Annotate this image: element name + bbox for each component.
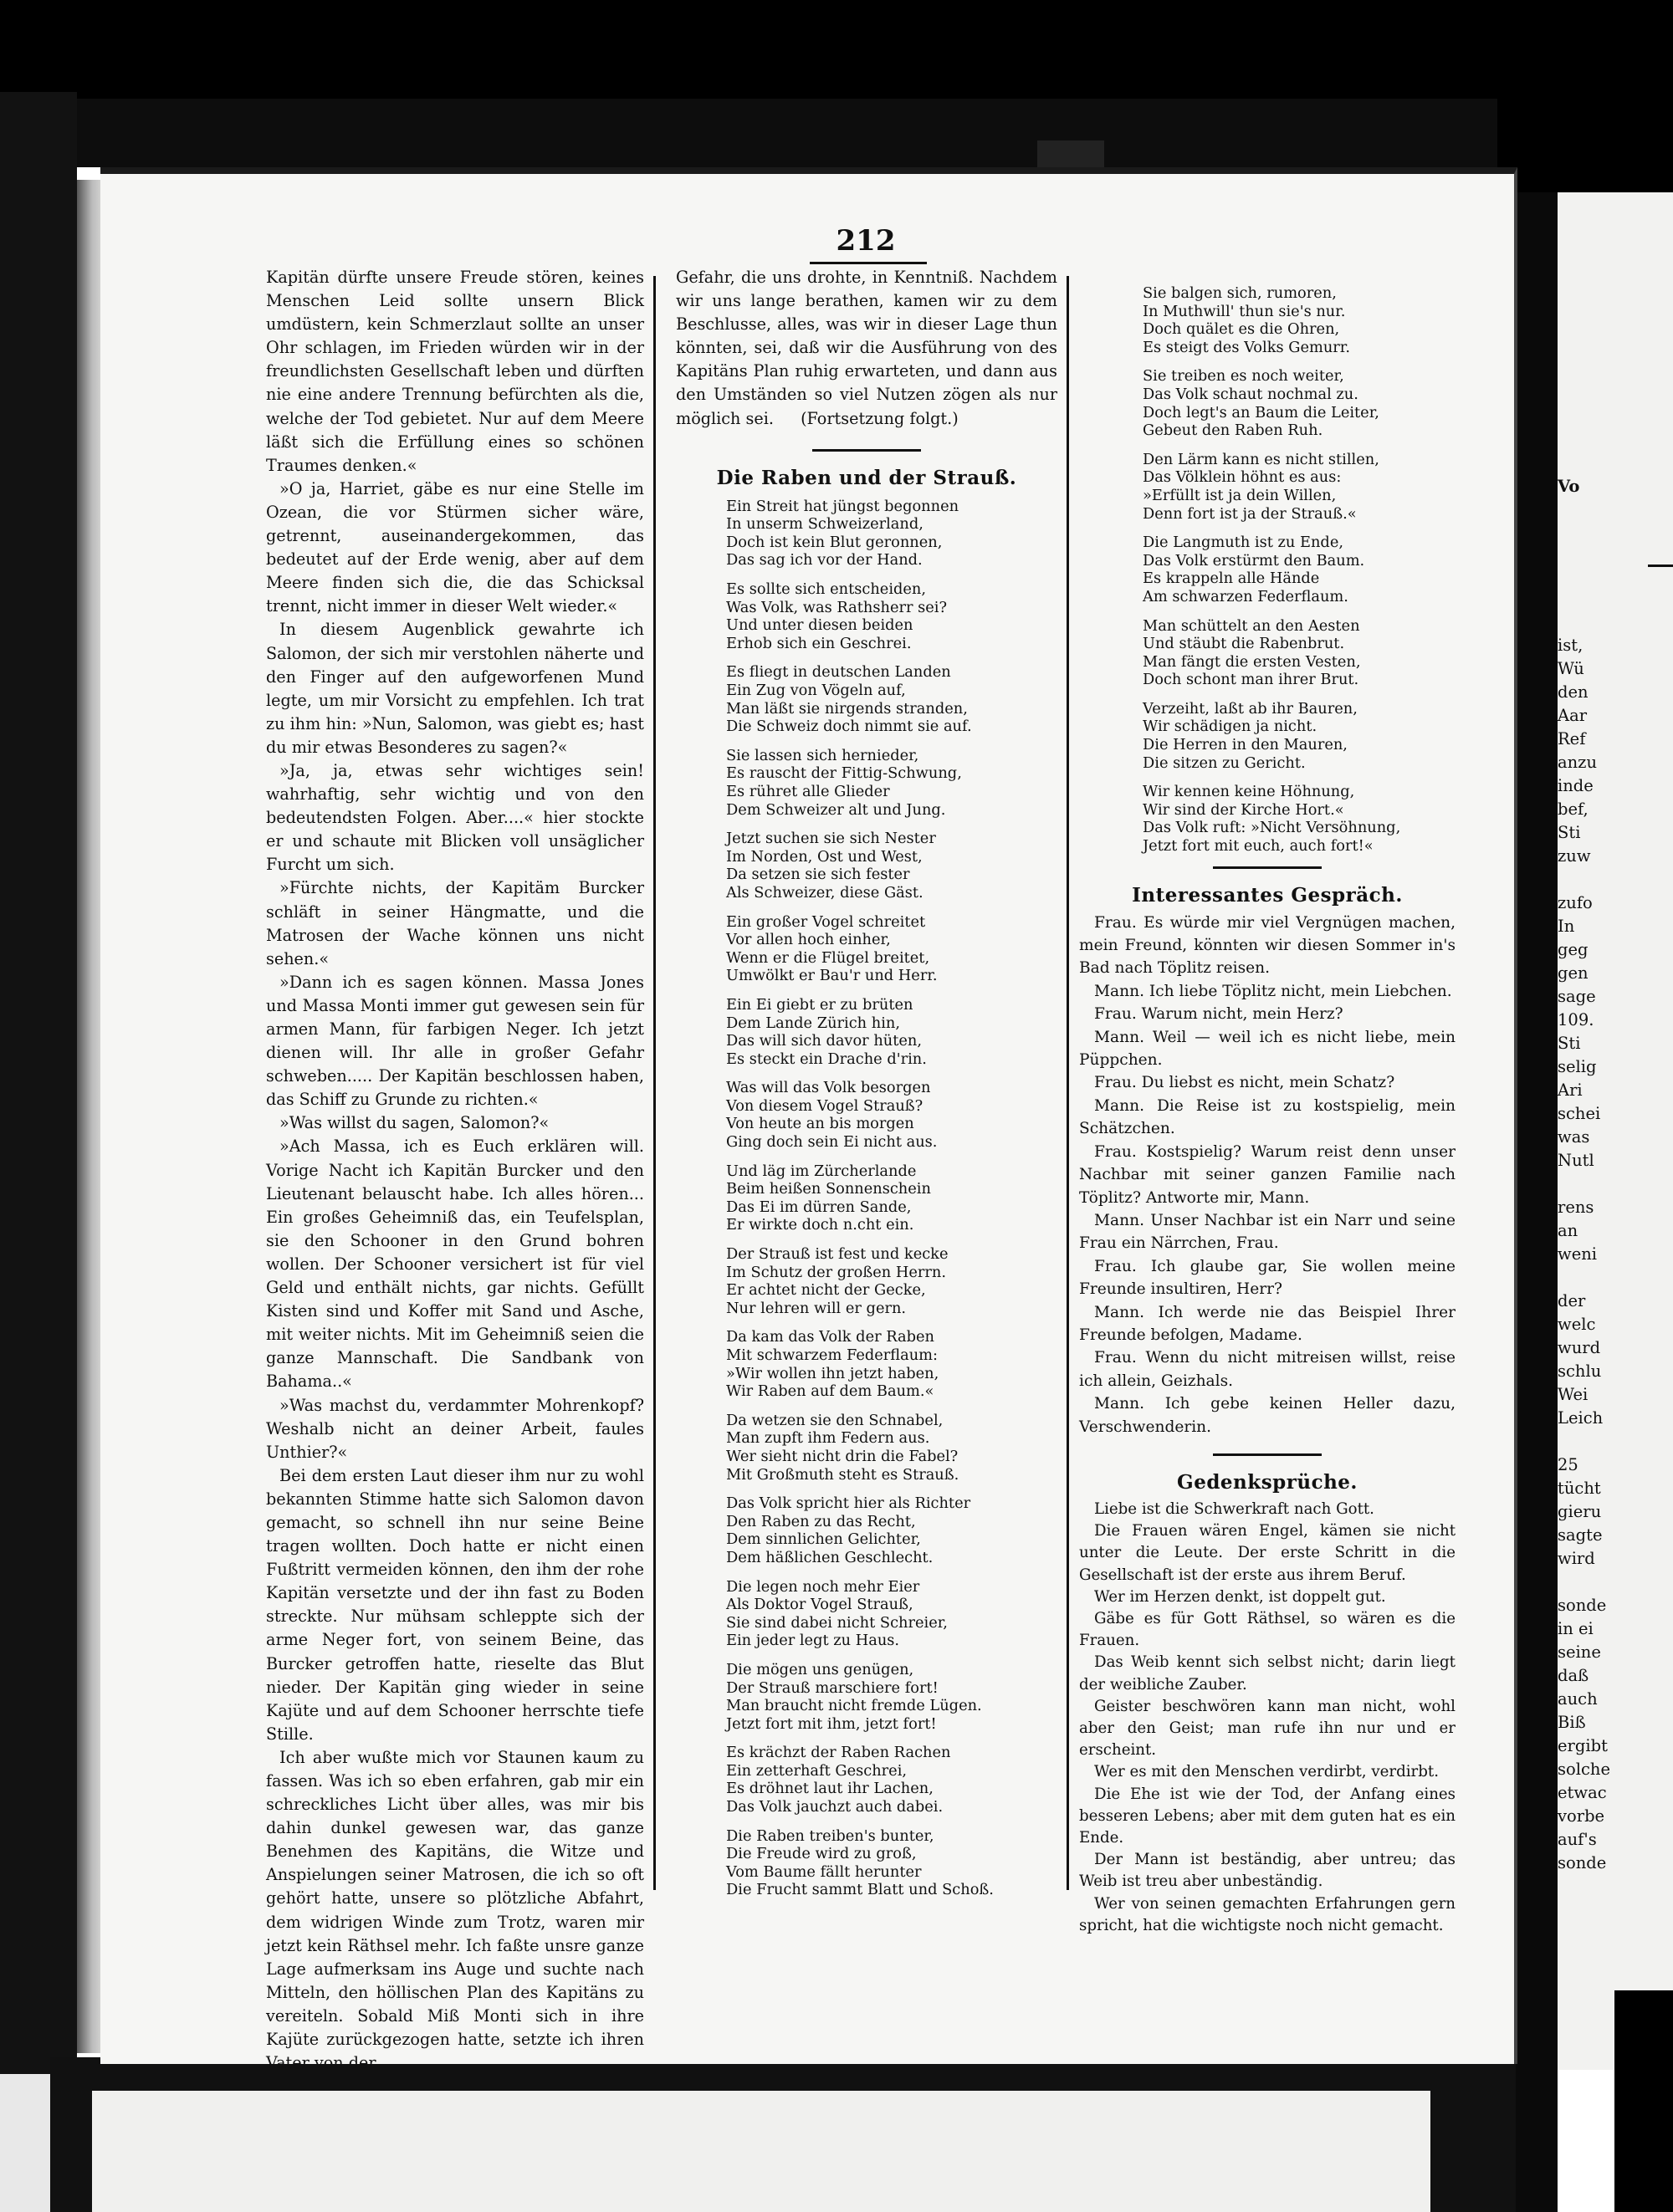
fragment: Wei [1558, 1385, 1589, 1404]
poem-line: Das Ei im dürren Sande, [726, 1198, 912, 1216]
poem-line: Ein großer Vogel schreitet [726, 912, 926, 931]
fragment: den [1558, 682, 1589, 702]
poem-line: Wir schädigen ja nicht. [1143, 718, 1317, 736]
poem-line: Wer sieht nicht drin die Fabel? [726, 1447, 959, 1465]
poem-stanza [726, 1494, 1057, 1566]
dialog-line: Mann. Ich liebe Töplitz nicht, mein Liebchen. [1094, 982, 1452, 1000]
poem-line: Vom Baume fällt herunter [726, 1862, 922, 1881]
column-3 [1079, 284, 1456, 1937]
fragment: Nutl [1558, 1151, 1594, 1170]
poem-line: Das will sich davor hüten, [726, 1032, 923, 1050]
poem-title: Die Raben und der Strauß. [716, 466, 1017, 489]
fragment: auf's [1558, 1830, 1597, 1849]
poem-stanza [726, 1328, 1057, 1400]
paragraph: »Fürchte nichts, der Kapitäm Burcker schläft in seiner Hängmatte, und die Matrosen der Wache können uns nicht sehen.« [266, 878, 644, 968]
scan-border-bottom-light [92, 2091, 1430, 2212]
saying: Liebe ist die Schwerkraft nach Gott. [1094, 1499, 1374, 1518]
poem-line: Man schüttelt an den Aesten [1143, 616, 1360, 635]
poem-line: »Erfüllt ist ja dein Willen, [1143, 486, 1337, 504]
poem-line: Im Norden, Ost und West, [726, 847, 923, 866]
poem-line: Von diesem Vogel Strauß? [726, 1096, 923, 1115]
poem-line: Den Raben zu das Recht, [726, 1512, 916, 1530]
poem-line: Jetzt fort mit ihm, jetzt fort! [726, 1714, 937, 1733]
scan-corner-top-right [1497, 0, 1673, 192]
fragment: In [1558, 917, 1575, 936]
poem-raben-continued [1079, 284, 1456, 856]
saying: Das Weib kennt sich selbst nicht; darin liegt der weibliche Zauber. [1079, 1653, 1456, 1693]
poem-line: Als Doktor Vogel Strauß, [726, 1596, 913, 1614]
section-rule [812, 449, 921, 452]
poem-line: Das Volk spricht hier als Richter [726, 1494, 971, 1513]
poem-stanza [1143, 367, 1456, 439]
fragment: welc [1558, 1315, 1596, 1334]
poem-line: Und läg im Zürcherlande [726, 1162, 917, 1180]
fragment: solche [1558, 1760, 1611, 1779]
fragment: 25 [1558, 1455, 1578, 1474]
poem-line: Da setzen sie sich fester [726, 866, 910, 884]
fragment: anzu [1558, 753, 1598, 772]
poem-line: Es rühret alle Glieder [726, 782, 890, 800]
poem-line: Man braucht nicht fremde Lügen. [726, 1697, 982, 1715]
poem-line: Mit schwarzem Federflaum: [726, 1346, 939, 1364]
next-page-column [1558, 634, 1673, 1875]
poem-line: Jetzt fort mit euch, auch fort!« [1143, 837, 1374, 856]
poem-line: Das Volk jauchzt auch dabei. [726, 1798, 944, 1816]
poem-line: Es steckt ein Drache d'rin. [726, 1050, 927, 1068]
poem-line: Was will das Volk besorgen [726, 1079, 931, 1097]
poem-raben [676, 498, 1057, 1899]
poem-line: Das Völklein höhnt es aus: [1143, 468, 1342, 487]
fragment: was [1558, 1127, 1590, 1147]
fragment: geg [1558, 940, 1589, 959]
poem-stanza [726, 1079, 1057, 1151]
fragment: Leich [1558, 1408, 1604, 1428]
poem-line: Da kam das Volk der Raben [726, 1328, 934, 1346]
poem-stanza [726, 1162, 1057, 1234]
dialog-line: Mann. Unser Nachbar ist ein Narr und seine Frau ein Närrchen, Frau. [1079, 1211, 1456, 1253]
poem-line: Das sag ich vor der Hand. [726, 551, 923, 570]
poem-line: Als Schweizer, diese Gäst. [726, 883, 923, 902]
dialog-text [1079, 912, 1456, 1438]
poem-line: Ein zetterhaft Geschrei, [726, 1761, 908, 1780]
poem-line: Die Raben treiben's bunter, [726, 1826, 934, 1845]
fragment: 109. [1558, 1010, 1594, 1029]
fragment: Sti [1558, 1034, 1581, 1053]
poem-line: Erhob sich ein Geschrei. [726, 634, 912, 652]
poem-line: Von heute an bis morgen [726, 1115, 914, 1133]
poem-line: Es krappeln alle Hände [1143, 570, 1320, 588]
fragment: der [1558, 1291, 1586, 1310]
poem-line: Die Schweiz doch nimmt sie auf. [726, 718, 972, 736]
fragment: Ari [1558, 1080, 1583, 1100]
fragment: Aar [1558, 706, 1588, 725]
fragment: seine [1558, 1642, 1601, 1662]
poem-stanza [726, 1661, 1057, 1733]
poem-stanza [726, 1744, 1057, 1816]
fragment: schlu [1558, 1361, 1602, 1381]
fragment: etwac [1558, 1783, 1607, 1802]
poem-line: Nur lehren will er gern. [726, 1299, 907, 1317]
poem-line: Man läßt sie nirgends stranden, [726, 699, 968, 718]
fragment: an [1558, 1221, 1578, 1240]
poem-line: In unserm Schweizerland, [726, 515, 923, 534]
dialog-line: Frau. Ich glaube gar, Sie wollen meine Freunde insultiren, Herr? [1079, 1257, 1456, 1299]
fragment: sonde [1558, 1596, 1607, 1615]
fragment: zufo [1558, 893, 1593, 912]
poem-stanza [1143, 700, 1456, 772]
fragment: Sti [1558, 823, 1581, 842]
poem-line: Es steigt des Volks Gemurr. [1143, 338, 1350, 356]
poem-stanza [1143, 534, 1456, 605]
paragraph: »Dann ich es sagen können. Massa Jones und Massa Monti immer gut gewesen sein für armen Mann, für farbigen Neger. Ich jetzt dienen will. Ihr alle in großer Gefahr schweben..... Der Kapitän beschlossen haben, das Schiff zu Grunde zu richten.« [266, 972, 644, 1110]
paragraph: Ich aber wußte mich vor Staunen kaum zu fassen. Was ich so eben erfahren, gab mir ein schreckliches Licht über alles, was mir bis dahin dunkel gewesen war, das ganze Benehmen des Kapitäns, die Witze und Anspielungen seiner Matrosen, die ich so oft gehört hatte, unsere so plötzliche Abfahrt, dem widrigen Winde zum Trotz, waren mir jetzt kein Räthsel mehr. Ich faßte unsre ganze Lage aufmerksam ins Auge und suchte nach Mitteln, den höllischen Plan des Kapitäns zu vereiteln. Sobald Miß Monti sich in ihre Kajüte zurückgezogen hatte, setzte ich ihren Vater von der [266, 1747, 644, 2073]
poem-line: Der Strauß ist fest und kecke [726, 1245, 949, 1264]
dialog-line: Frau. Es würde mir viel Vergnügen machen, mein Freund, könnten wir diesen Sommer in's Bad nach Töplitz reisen. [1079, 913, 1456, 978]
fragment-gap [1558, 1172, 1673, 1196]
poem-line: Die Langmuth ist zu Ende, [1143, 534, 1343, 552]
dialog-title: Interessantes Gespräch. [1132, 883, 1403, 907]
poem-stanza [726, 663, 1057, 735]
poem-line: Er wirkte doch n.cht ein. [726, 1216, 914, 1234]
fragment: bef, [1558, 799, 1589, 819]
poem-line: Doch quälet es die Ohren, [1143, 320, 1340, 339]
scan-border-top-band [33, 99, 1522, 167]
fragment: in ei [1558, 1619, 1594, 1638]
poem-line: Sie treiben es noch weiter, [1143, 367, 1344, 386]
fragment-gap [1558, 1430, 1673, 1453]
poem-line: Das Volk ruft: »Nicht Versöhnung, [1143, 819, 1401, 837]
poem-stanza [726, 580, 1057, 652]
continuation-text: Gefahr, die uns drohte, in Kenntniß. Nachdem wir uns lange berathen, kamen wir zu dem Beschlusse, alles, was wir in dieser Lage thun könnten, sei, daß wir die Ausführung von des Kapitäns Plan ruhig erwarteten, und dann aus den Umständen so viel Nutzen zögen als nur möglich sei. [676, 268, 1057, 428]
fragment-gap [1558, 1571, 1673, 1594]
poem-line: Man fängt die ersten Vesten, [1143, 652, 1361, 671]
paragraph: »Ach Massa, ich es Euch erklären will. Vorige Nacht ich Kapitän Burcker und den Lieutenant belauscht habe. Ich alles hören... Ein großes Geheimniß das, ein Teufelsplan, sie den Schooner in den Grund bohren wollen. Der Schooner versichert ist für viel Geld und enthält nichts, gar nichts. Gefüllt Kisten sind und Koffer mit Sand und Asche, mit weiter nichts. Mit im Geheimniß seien die ganze Mannschaft. Die Sandbank von Bahama..« [266, 1137, 644, 1392]
next-page-rule [1648, 564, 1673, 567]
fragment: daß [1558, 1666, 1589, 1685]
poem-stanza [726, 747, 1057, 819]
fragment: Biß [1558, 1713, 1586, 1732]
poem-line: Ein Zug von Vögeln auf, [726, 682, 906, 699]
dialog-line: Mann. Ich gebe keinen Heller dazu, Verschwenderin. [1079, 1395, 1456, 1436]
scan-corner-bottom-right [1614, 1990, 1673, 2212]
poem-line: Am schwarzen Federflaum. [1143, 587, 1348, 605]
scan-border-top [0, 0, 1673, 100]
fragment: Vo [1558, 477, 1580, 496]
poem-line: Es rauscht der Fittig-Schwung, [726, 764, 962, 783]
poem-stanza [1143, 617, 1456, 689]
saying: Der Mann ist beständig, aber untreu; das Weib ist treu aber unbeständig. [1079, 1851, 1456, 1891]
fragment: rens [1558, 1198, 1594, 1217]
poem-line: Dem Schweizer alt und Jung. [726, 800, 946, 819]
poem-line: Sie lassen sich hernieder, [726, 746, 919, 764]
poem-line: Den Lärm kann es nicht stillen, [1143, 450, 1379, 468]
poem-stanza [726, 913, 1057, 985]
poem-line: Es krächzt der Raben Rachen [726, 1744, 951, 1762]
sayings-title: Gedenksprüche. [1177, 1470, 1358, 1494]
poem-line: Was Volk, was Rathsherr sei? [726, 598, 947, 616]
fragment: auch [1558, 1689, 1598, 1709]
poem-line: Gebeut den Raben Ruh. [1143, 421, 1323, 440]
poem-line: Ging doch sein Ei nicht aus. [726, 1133, 938, 1152]
section-rule [1213, 1453, 1322, 1456]
poem-stanza [726, 1827, 1057, 1899]
poem-line: Der Strauß marschiere fort! [726, 1678, 939, 1697]
poem-line: Dem häßlichen Geschlecht. [726, 1548, 934, 1566]
fragment: sonde [1558, 1853, 1607, 1872]
column-1 [266, 266, 644, 2075]
paragraph: »Ja, ja, etwas sehr wichtiges sein! wahrhaftig, sehr wichtig und von den bedeutendsten Folgen. Aber....« hier stockte er und schaute mit Blicken voll unsäglicher Furcht um sich. [266, 760, 644, 875]
fragment: ist, [1558, 636, 1583, 655]
story-continuation [266, 266, 644, 2075]
poem-line: Dem Lande Zürich hin, [726, 1014, 901, 1032]
poem-line: Das Volk schaut nochmal zu. [1143, 385, 1358, 403]
poem-line: Doch ist kein Blut geronnen, [726, 533, 943, 551]
poem-line: Vor allen hoch einher, [726, 931, 891, 949]
section-rule [1213, 866, 1322, 869]
fragment: weni [1558, 1244, 1598, 1264]
dialog-line: Frau. Du liebst es nicht, mein Schatz? [1094, 1074, 1395, 1092]
fragment: zuw [1558, 846, 1591, 866]
poem-line: Wenn er die Flügel breitet, [726, 948, 930, 967]
poem-line: Die Freude wird zu groß, [726, 1845, 917, 1863]
fragment: Wü [1558, 659, 1584, 678]
poem-line: Beim heißen Sonnenschein [726, 1180, 931, 1198]
poem-stanza [726, 1245, 1057, 1317]
poem-line: Es sollte sich entscheiden, [726, 580, 927, 599]
fragment: gieru [1558, 1502, 1602, 1521]
poem-line: Ein Ei giebt er zu brüten [726, 995, 913, 1014]
saying: Gäbe es für Gott Räthsel, so wären es die Frauen. [1079, 1609, 1456, 1650]
saying: Wer im Herzen denkt, ist doppelt gut. [1094, 1587, 1386, 1606]
saying: Die Frauen wären Engel, kämen sie nicht unter die Leute. Der erste Schritt in die Gesellschaft ist der erste aus ihrem Beruf. [1079, 1522, 1456, 1584]
poem-line: Er achtet nicht der Gecke, [726, 1281, 926, 1300]
sayings-text [1079, 1499, 1456, 1937]
poem-line: Umwölkt er Bau'r und Herr. [726, 967, 938, 985]
fragment: sage [1558, 987, 1596, 1006]
paragraph: »Was machst du, verdammter Mohrenkopf? Weshalb nicht an deiner Arbeit, faules Unthier?« [266, 1395, 644, 1462]
fragment: wird [1558, 1549, 1595, 1568]
poem-line: Und unter diesen beiden [726, 616, 913, 635]
poem-line: Das Volk erstürmt den Baum. [1143, 551, 1365, 570]
fragment: gen [1558, 963, 1589, 983]
dialog-line: Mann. Weil — weil ich es nicht liebe, mein Püppchen. [1079, 1028, 1456, 1070]
poem-line: Wir Raben auf dem Baum.« [726, 1382, 934, 1401]
poem-line: Man zupft ihm Federn aus. [726, 1429, 930, 1448]
saying: Wer von seinen gemachten Erfahrungen gern spricht, hat die wichtigste noch nicht gemacht. [1079, 1894, 1456, 1934]
poem-line: Die legen noch mehr Eier [726, 1577, 920, 1596]
column-rule-right [1067, 276, 1069, 1890]
saying: Die Ehe ist wie der Tod, der Anfang eines besseren Lebens; aber mit dem guten hat es ein Ende. [1079, 1785, 1456, 1847]
scan-border-right-dark [1516, 92, 1558, 2212]
paragraph: Kapitän dürfte unsere Freude stören, keines Menschen Leid sollte unsern Blick umdüstern, kein Schmerzlaut sollte an unser Ohr schlagen, im Frieden würden wir in der freundlichsten Gesellschaft leben und dürften nie eine andere Trennung befürchten als die, welche der Tod gebietet. Nur auf dem Meere läßt sich die Erfüllung eines so schönen Traumes denken.« [266, 268, 644, 475]
poem-stanza [726, 830, 1057, 902]
fragment: Ref [1558, 729, 1586, 748]
dialog-line: Frau. Kostspielig? Warum reist denn unser Nachbar mit seiner ganzen Familie nach Töplitz? Antworte mir, Mann. [1079, 1142, 1456, 1207]
fragment: wurd [1558, 1338, 1601, 1357]
paragraph: In diesem Augenblick gewahrte ich Salomon, der sich mir verstohlen näherte und den Finger auf den aufgeworfenen Mund legte, um mir Vorsicht zu empfehlen. Ich trat zu ihm hin: »Nun, Salomon, was giebt es; hast du mir etwas Besonderes zu sagen?« [266, 620, 644, 757]
poem-line: »Wir wollen ihn jetzt haben, [726, 1364, 939, 1382]
fragment: schei [1558, 1104, 1601, 1123]
poem-stanza [726, 996, 1057, 1068]
page-number-rule [810, 262, 927, 264]
scan-border-left [0, 92, 77, 2212]
poem-line: Wir kennen keine Höhnung, [1143, 783, 1355, 801]
fragment-gap [1558, 868, 1673, 891]
poem-stanza [1143, 284, 1456, 356]
poem-line: Sie sind dabei nicht Schreier, [726, 1613, 948, 1632]
poem-line: Die Herren in den Mauren, [1143, 736, 1348, 754]
poem-line: Die sitzen zu Gericht. [1143, 754, 1306, 772]
poem-line: Mit Großmuth steht es Strauß. [726, 1465, 959, 1484]
fragment: vorbe [1558, 1806, 1605, 1826]
poem-line: Und stäubt die Rabenbrut. [1143, 635, 1345, 653]
poem-line: Denn fort ist ja der Strauß.« [1143, 504, 1357, 523]
saying: Geister beschwören kann man nicht, wohl aber den Geist; man rufe ihn nur und er erscheint. [1079, 1697, 1456, 1760]
poem-line: Jetzt suchen sie sich Nester [726, 830, 936, 848]
fragment: selig [1558, 1057, 1597, 1076]
poem-line: Ein Streit hat jüngst begonnen [726, 497, 959, 515]
poem-line: Dem sinnlichen Gelichter, [726, 1530, 921, 1549]
poem-line: Sie balgen sich, rumoren, [1143, 284, 1337, 302]
fragment: ergibt [1558, 1736, 1608, 1755]
page-number: 212 [836, 224, 896, 258]
saying: Wer es mit den Menschen verdirbt, verdirbt. [1094, 1763, 1439, 1781]
column-rule-left [653, 276, 656, 1890]
fragment: tücht [1558, 1479, 1601, 1498]
poem-line: Die mögen uns genügen, [726, 1660, 914, 1678]
dialog-line: Frau. Warum nicht, mein Herz? [1094, 1005, 1343, 1024]
fragment-gap [1558, 1266, 1673, 1290]
poem-line: Doch legt's an Baum die Leiter, [1143, 403, 1379, 421]
dialog-line: Frau. Wenn du nicht mitreisen willst, reise ich allein, Geizhals. [1079, 1349, 1456, 1390]
poem-line: Wir sind der Kirche Hort.« [1143, 800, 1344, 819]
paragraph: Bei dem ersten Laut dieser ihm nur zu wohl bekannten Stimme hatte sich Salomon davon gemacht, so schnell ihn nur seine Beine tragen wollten. Doch hatte er nicht einen Fußtritt vermeiden können, den ihm der rohe Kapitän versetzte und der ihn fast zu Boden streckte. Nur mühsam schleppte sich der arme Neger fort, von seinem Beine, das Burcker getroffen hatte, rieselte das Blut nieder. Der Kapitän ging wieder in seine Kajüte und auf dem Schooner herrschte tiefe Stille. [266, 1465, 644, 1744]
poem-stanza [1143, 783, 1456, 855]
poem-line: In Muthwill' thun sie's nur. [1143, 302, 1346, 320]
poem-line: Da wetzen sie den Schnabel, [726, 1411, 944, 1429]
poem-stanza [1143, 451, 1456, 523]
poem-line: Verzeiht, laßt ab ihr Bauren, [1143, 699, 1358, 718]
dialog-line: Mann. Die Reise ist zu kostspielig, mein Schätzchen. [1079, 1096, 1456, 1138]
dialog-line: Mann. Ich werde nie das Beispiel Ihrer Freunde befolgen, Madame. [1079, 1303, 1456, 1344]
poem-stanza [726, 498, 1057, 570]
poem-stanza [726, 1578, 1057, 1650]
next-page-fragments [1558, 475, 1673, 498]
paragraph [676, 266, 1057, 431]
paragraph: »Was willst du sagen, Salomon?« [279, 1113, 550, 1133]
poem-line: Die Frucht sammt Blatt und Schoß. [726, 1881, 994, 1899]
paragraph: »O ja, Harriet, gäbe es nur eine Stelle im Ozean, die vor Stürmen sicher wäre, getrennt, auseinandergekommen, das bedeutet auf der Erde wenig, aber auf dem Meere finden sich die, die das Schicksal trennt, nicht immer in dieser Welt wieder.« [266, 478, 644, 616]
continued-note: (Fortsetzung folgt.) [801, 408, 959, 428]
column-2 [676, 266, 1057, 1910]
poem-stanza [726, 1412, 1057, 1484]
poem-line: Ein jeder legt zu Haus. [726, 1632, 900, 1650]
poem-line: Es fliegt in deutschen Landen [726, 663, 951, 682]
fragment: inde [1558, 776, 1594, 795]
poem-line: Doch schont man ihrer Brut. [1143, 671, 1359, 689]
story-end [676, 266, 1057, 431]
poem-line: Es dröhnet laut ihr Lachen, [726, 1780, 934, 1798]
poem-line: Im Schutz der großen Herrn. [726, 1263, 947, 1281]
fragment: sagte [1558, 1525, 1603, 1545]
